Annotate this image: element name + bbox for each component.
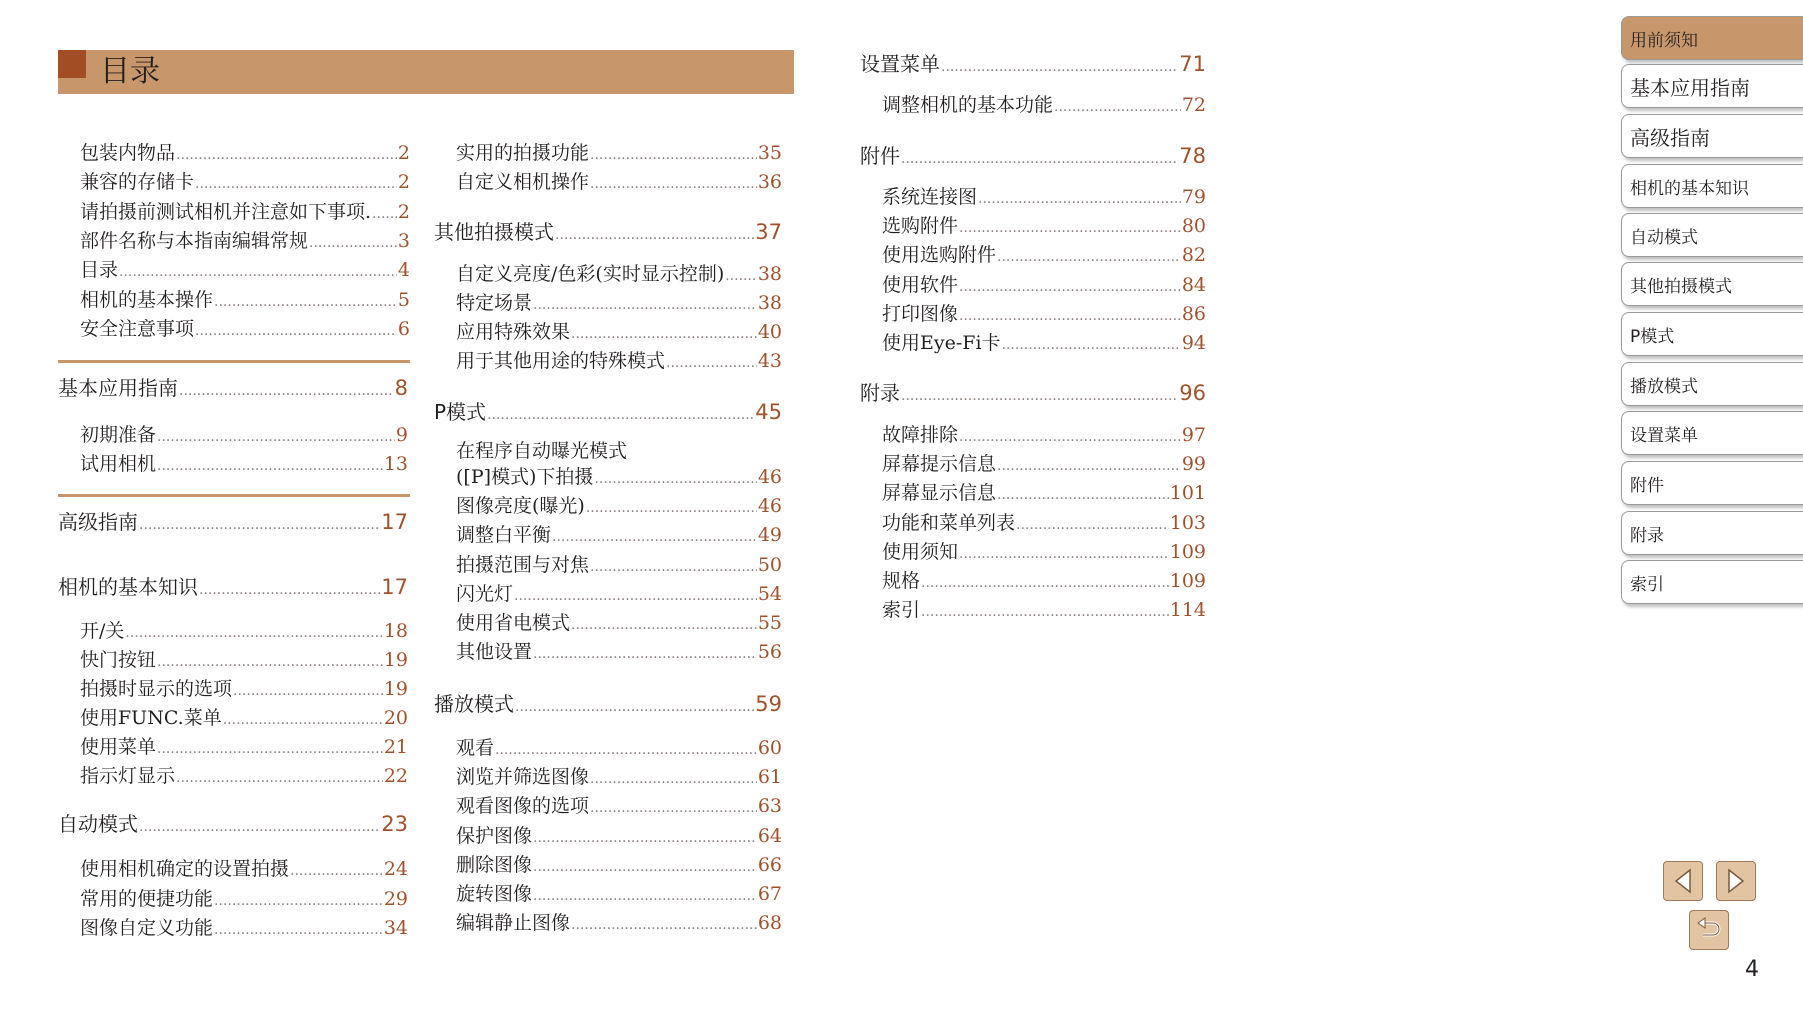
leader-dots (590, 176, 757, 192)
toc-item-label: 兼容的存储卡 (80, 171, 195, 194)
toc-item[interactable] (882, 90, 1206, 117)
toc-item-label: 调整相机的基本功能 (882, 94, 1054, 116)
toc-item-label: 浏览并筛选图像 (456, 766, 590, 789)
toc-item[interactable] (80, 197, 410, 224)
toc-item[interactable] (456, 317, 782, 344)
toc-item[interactable] (80, 645, 408, 672)
toc-item-label: 观看 (456, 737, 495, 759)
toc-item-label: 自定义相机操作 (456, 171, 590, 193)
toc-item-page: 4 (397, 259, 410, 282)
leader-dots (959, 279, 1181, 295)
toc-item-page: 19 (383, 649, 408, 671)
leader-dots (533, 830, 757, 846)
sidebar-tab[interactable]: 其他拍摄模式 (1621, 262, 1803, 306)
toc-item-page: 103 (1169, 511, 1206, 534)
toc-item[interactable] (456, 167, 782, 194)
toc-item[interactable] (456, 791, 782, 818)
toc-item-label: 屏幕显示信息 (882, 482, 997, 505)
toc-section-camera-basics[interactable]: 相机的基本知识 ..... 17 (58, 571, 408, 600)
toc-item[interactable] (80, 732, 408, 759)
leader-dots (997, 249, 1181, 265)
leader-dots (590, 559, 757, 575)
toc-section-playback[interactable]: 播放模式 ..... 59 (434, 688, 782, 717)
toc-item[interactable] (456, 579, 782, 606)
toc-item-page: 67 (757, 883, 782, 905)
toc-section-basic-guide[interactable]: 基本应用指南 ..... 8 (58, 372, 408, 401)
toc-item[interactable] (882, 240, 1206, 267)
leader-dots (157, 429, 395, 445)
toc-item[interactable] (456, 637, 782, 664)
toc-item-label: 旋转图像 (456, 883, 533, 905)
leader-dots (157, 741, 383, 757)
leader-dots (571, 917, 757, 933)
toc-item-label: 屏幕提示信息 (882, 453, 997, 476)
toc-item-label: 相机的基本操作 (80, 288, 214, 311)
sidebar-tab[interactable]: 相机的基本知识 (1621, 164, 1803, 208)
toc-item-label: 使用省电模式 (456, 612, 571, 634)
sidebar-tab[interactable]: 附件 (1621, 461, 1803, 505)
toc-item[interactable] (80, 226, 410, 253)
toc-item[interactable] (80, 884, 408, 911)
sidebar-tab[interactable]: P模式 (1621, 312, 1803, 356)
toc-item-label: 系统连接图 (882, 186, 978, 208)
leader-dots (959, 220, 1181, 236)
leader-dots (157, 458, 383, 474)
toc-item[interactable] (80, 616, 408, 643)
toc-item-page: 2 (397, 200, 410, 223)
toc-item-page: 60 (757, 737, 782, 759)
arrow-right-icon (1725, 868, 1747, 894)
toc-item-label: 保护图像 (456, 824, 533, 847)
page-title: 目录 (100, 54, 160, 89)
leader-dots (959, 308, 1181, 324)
toc-item[interactable] (456, 733, 782, 760)
toc-item[interactable] (80, 420, 408, 447)
toc-item[interactable] (882, 211, 1206, 238)
sidebar-tab[interactable]: 设置菜单 (1621, 411, 1803, 455)
toc-item-page: 114 (1169, 599, 1206, 622)
sidebar-tab[interactable]: 基本应用指南 (1621, 64, 1803, 108)
toc-item-page: 46 (757, 495, 782, 518)
toc-item-label: 图像自定义功能 (80, 917, 214, 939)
toc-item-label: 实用的拍摄功能 (456, 142, 590, 164)
toc-item[interactable] (80, 314, 410, 341)
toc-item-label: 应用特殊效果 (456, 321, 571, 343)
toc-item-page: 99 (1181, 453, 1206, 476)
toc-item-page: 36 (757, 171, 782, 193)
leader-dots (959, 429, 1181, 445)
toc-item-page: 82 (1181, 244, 1206, 267)
toc-item-label: 使用Eye-Fi卡 (882, 332, 1001, 354)
leader-dots (921, 604, 1169, 620)
toc-item-page: 35 (757, 142, 782, 164)
toc-item[interactable] (80, 674, 408, 701)
toc-item-page: 34 (383, 917, 408, 939)
toc-item-label: 初期准备 (80, 424, 157, 446)
toc-item-label: 特定场景 (456, 292, 533, 314)
toc-item-label: 规格 (882, 570, 921, 592)
leader-dots (571, 617, 757, 633)
toc-item-label: 指示灯显示 (80, 765, 176, 787)
toc-item-page: 18 (383, 620, 408, 642)
toc-item-label: 常用的便捷功能 (80, 887, 214, 910)
toc-item[interactable] (80, 449, 408, 476)
toc-item[interactable] (882, 299, 1206, 326)
toc-item-page: 86 (1181, 302, 1206, 325)
toc-item-label: 快门按钮 (80, 649, 157, 671)
toc-item[interactable] (882, 508, 1206, 535)
leader-dots (978, 191, 1181, 207)
toc-item-page: 94 (1181, 332, 1206, 354)
leader-dots (309, 235, 397, 251)
leader-dots (223, 712, 383, 728)
page-number: 4 (1745, 957, 1759, 982)
toc-item-page: 64 (757, 824, 782, 847)
toc-item[interactable] (456, 491, 782, 518)
toc-item[interactable] (456, 346, 782, 373)
toc-item-page: 66 (757, 853, 782, 876)
title-bar (58, 50, 794, 94)
toc-item-label: 使用FUNC.菜单 (80, 707, 222, 729)
toc-item-label: 试用相机 (80, 453, 157, 475)
toc-item-page: 5 (397, 288, 410, 311)
toc-item-page: 40 (757, 321, 782, 343)
leader-dots (514, 588, 757, 604)
toc-item-page: 109 (1169, 540, 1206, 563)
toc-section-setup-menu[interactable]: 设置菜单 ..... 71 (860, 48, 1206, 77)
toc-item-label: 使用软件 (882, 273, 959, 296)
leader-dots (533, 888, 757, 904)
toc-section-other-modes[interactable]: 其他拍摄模式 ..... 37 (434, 216, 782, 245)
leader-dots (921, 575, 1169, 591)
toc-item-label: 故障排除 (882, 424, 959, 446)
toc-item-page: 43 (757, 350, 782, 372)
toc-item[interactable] (456, 138, 782, 165)
toc-item-label: 使用须知 (882, 540, 959, 563)
toc-item-label: 功能和菜单列表 (882, 511, 1016, 534)
prev-page-button[interactable] (1663, 861, 1703, 901)
toc-item[interactable] (882, 328, 1206, 355)
toc-item[interactable] (456, 608, 782, 635)
toc-item[interactable] (456, 908, 782, 935)
toc-item[interactable] (882, 537, 1206, 564)
leader-dots (1002, 337, 1181, 353)
toc-item-label: 使用相机确定的设置拍摄 (80, 858, 290, 880)
section-divider (58, 360, 410, 363)
toc-item-page: 46 (757, 466, 782, 488)
toc-item-page: 38 (757, 292, 782, 314)
leader-dots (195, 323, 397, 339)
toc-item-page: 80 (1181, 215, 1206, 238)
toc-item-page: 20 (383, 707, 408, 729)
leader-dots (290, 863, 383, 879)
toc-item-label: 其他设置 (456, 641, 533, 664)
toc-item-page: 84 (1181, 273, 1206, 296)
leader-dots (533, 297, 757, 313)
toc-item[interactable] (456, 520, 782, 547)
toc-item[interactable] (456, 821, 782, 848)
toc-item-label: 拍摄范围与对焦 (456, 553, 590, 576)
leader-dots (594, 471, 756, 487)
leader-dots (214, 294, 397, 310)
toc-item[interactable] (882, 478, 1206, 505)
toc-section-auto-mode[interactable]: 自动模式 ..... 23 (58, 808, 408, 837)
toc-item[interactable] (80, 761, 408, 788)
leader-dots (157, 654, 383, 670)
toc-item-label: 包装内物品 (80, 142, 176, 164)
toc-item-page: 3 (397, 229, 410, 252)
leader-dots (1054, 99, 1181, 115)
leader-dots (119, 264, 397, 280)
leader-dots (552, 529, 757, 545)
arrow-left-icon (1672, 868, 1694, 894)
toc-item[interactable] (456, 879, 782, 906)
leader-dots (586, 500, 757, 516)
section-divider (58, 494, 410, 497)
toc-item-page: 24 (383, 858, 408, 880)
leader-dots (590, 147, 757, 163)
title-marker (58, 50, 86, 78)
leader-dots (533, 646, 757, 662)
leader-dots (997, 487, 1169, 503)
leader-dots (214, 893, 383, 909)
leader-dots (372, 206, 397, 222)
toc-item-page: 9 (395, 424, 408, 446)
toc-section-advanced-guide[interactable]: 高级指南 ..... 17 (58, 506, 408, 535)
toc-item[interactable] (80, 255, 410, 282)
leader-dots (571, 326, 757, 342)
leader-dots (125, 625, 382, 641)
toc-item-label: 拍摄时显示的选项 (80, 678, 233, 700)
toc-item[interactable] (882, 449, 1206, 476)
toc-item-label: 打印图像 (882, 302, 959, 325)
toc-item-page: 61 (757, 766, 782, 789)
leader-dots (176, 147, 397, 163)
toc-item-label: 自定义亮度/色彩(实时显示控制) (456, 263, 725, 285)
toc-item-page: 2 (397, 142, 410, 164)
leader-dots (1016, 517, 1169, 533)
toc-item-page: 19 (383, 678, 408, 700)
toc-item[interactable] (80, 285, 410, 312)
toc-item[interactable] (80, 913, 408, 940)
leader-dots (725, 268, 757, 284)
toc-item[interactable] (80, 703, 408, 730)
leader-dots (233, 683, 383, 699)
toc-item-label: 调整白平衡 (456, 524, 552, 547)
toc-item-page: 29 (383, 887, 408, 910)
toc-section-accessories[interactable]: 附件 ..... 78 (860, 140, 1206, 169)
toc-item-page: 38 (757, 263, 782, 285)
toc-item-page: 21 (383, 736, 408, 758)
toc-item[interactable] (882, 420, 1206, 447)
toc-item-page: 109 (1169, 570, 1206, 592)
leader-dots (495, 742, 757, 758)
leader-dots (590, 771, 757, 787)
toc-item-label: 选购附件 (882, 215, 959, 238)
toc-item-page: 79 (1181, 186, 1206, 208)
toc-item[interactable] (882, 566, 1206, 593)
leader-dots (195, 176, 397, 192)
toc-item-label: 观看图像的选项 (456, 795, 590, 818)
sidebar-tab[interactable]: 播放模式 (1621, 362, 1803, 406)
toc-item-label: 图像亮度(曝光) (456, 495, 585, 518)
leader-dots (590, 800, 757, 816)
toc-item[interactable] (882, 182, 1206, 209)
toc-item-label: 使用选购附件 (882, 244, 997, 267)
toc-item[interactable] (456, 259, 782, 286)
toc-section-p-mode[interactable]: P模式 ..... 45 (434, 396, 782, 425)
toc-item-label: 编辑静止图像 (456, 912, 571, 935)
toc-item-page: 54 (757, 582, 782, 605)
toc-item-page: 101 (1169, 482, 1206, 505)
toc-item-label: 使用菜单 (80, 736, 157, 758)
toc-item-label: 闪光灯 (456, 582, 514, 605)
toc-section-appendix[interactable]: 附录 ..... 96 (860, 377, 1206, 406)
return-icon (1695, 917, 1723, 943)
sidebar-tab[interactable]: 自动模式 (1621, 213, 1803, 257)
toc-item-label: 用于其他用途的特殊模式 (456, 350, 666, 372)
leader-dots (533, 859, 757, 875)
toc-item-page: 97 (1181, 424, 1206, 446)
toc-item[interactable] (456, 550, 782, 577)
toc-item-label: 请拍摄前测试相机并注意如下事项. (80, 200, 372, 223)
toc-item[interactable] (456, 462, 782, 489)
toc-item[interactable] (882, 270, 1206, 297)
toc-item[interactable] (456, 850, 782, 877)
leader-dots (176, 770, 383, 786)
toc-item[interactable] (80, 138, 410, 165)
toc-item-page: 63 (757, 795, 782, 818)
toc-item-label: 索引 (882, 599, 921, 622)
toc-item-page: 22 (383, 765, 408, 787)
toc-item-label: ([P]模式)下拍摄 (456, 466, 594, 488)
toc-item-page: 72 (1181, 94, 1206, 116)
leader-dots (997, 458, 1181, 474)
leader-dots (959, 546, 1169, 562)
toc-item-page: 2 (397, 171, 410, 194)
toc-item-p-first-line[interactable]: 在程序自动曝光模式 (456, 440, 628, 462)
toc-item-label: 部件名称与本指南编辑常规 (80, 229, 309, 252)
sidebar-tab[interactable]: 索引 (1621, 560, 1803, 604)
toc-item-label: 安全注意事项 (80, 317, 195, 340)
toc-item-label: 删除图像 (456, 853, 533, 876)
toc-item[interactable] (80, 854, 408, 881)
leader-dots (214, 922, 383, 938)
sidebar-tab[interactable]: 用前须知 (1621, 16, 1803, 60)
next-page-button[interactable] (1716, 861, 1756, 901)
toc-item-page: 55 (757, 612, 782, 634)
toc-item[interactable] (80, 167, 410, 194)
toc-item[interactable] (456, 762, 782, 789)
toc-item-page: 50 (757, 553, 782, 576)
toc-item-page: 56 (757, 641, 782, 664)
toc-item-label: 开/关 (80, 620, 125, 642)
toc-item-page: 49 (757, 524, 782, 547)
toc-item-page: 6 (397, 317, 410, 340)
toc-item[interactable] (882, 595, 1206, 622)
toc-item-label: 目录 (80, 259, 119, 282)
leader-dots (666, 355, 757, 371)
sidebar-tab[interactable]: 附录 (1621, 511, 1803, 555)
return-button[interactable] (1689, 910, 1729, 950)
toc-item-page: 13 (383, 453, 408, 475)
sidebar-tab[interactable]: 高级指南 (1621, 114, 1803, 158)
toc-item-page: 68 (757, 912, 782, 935)
toc-item[interactable] (456, 288, 782, 315)
